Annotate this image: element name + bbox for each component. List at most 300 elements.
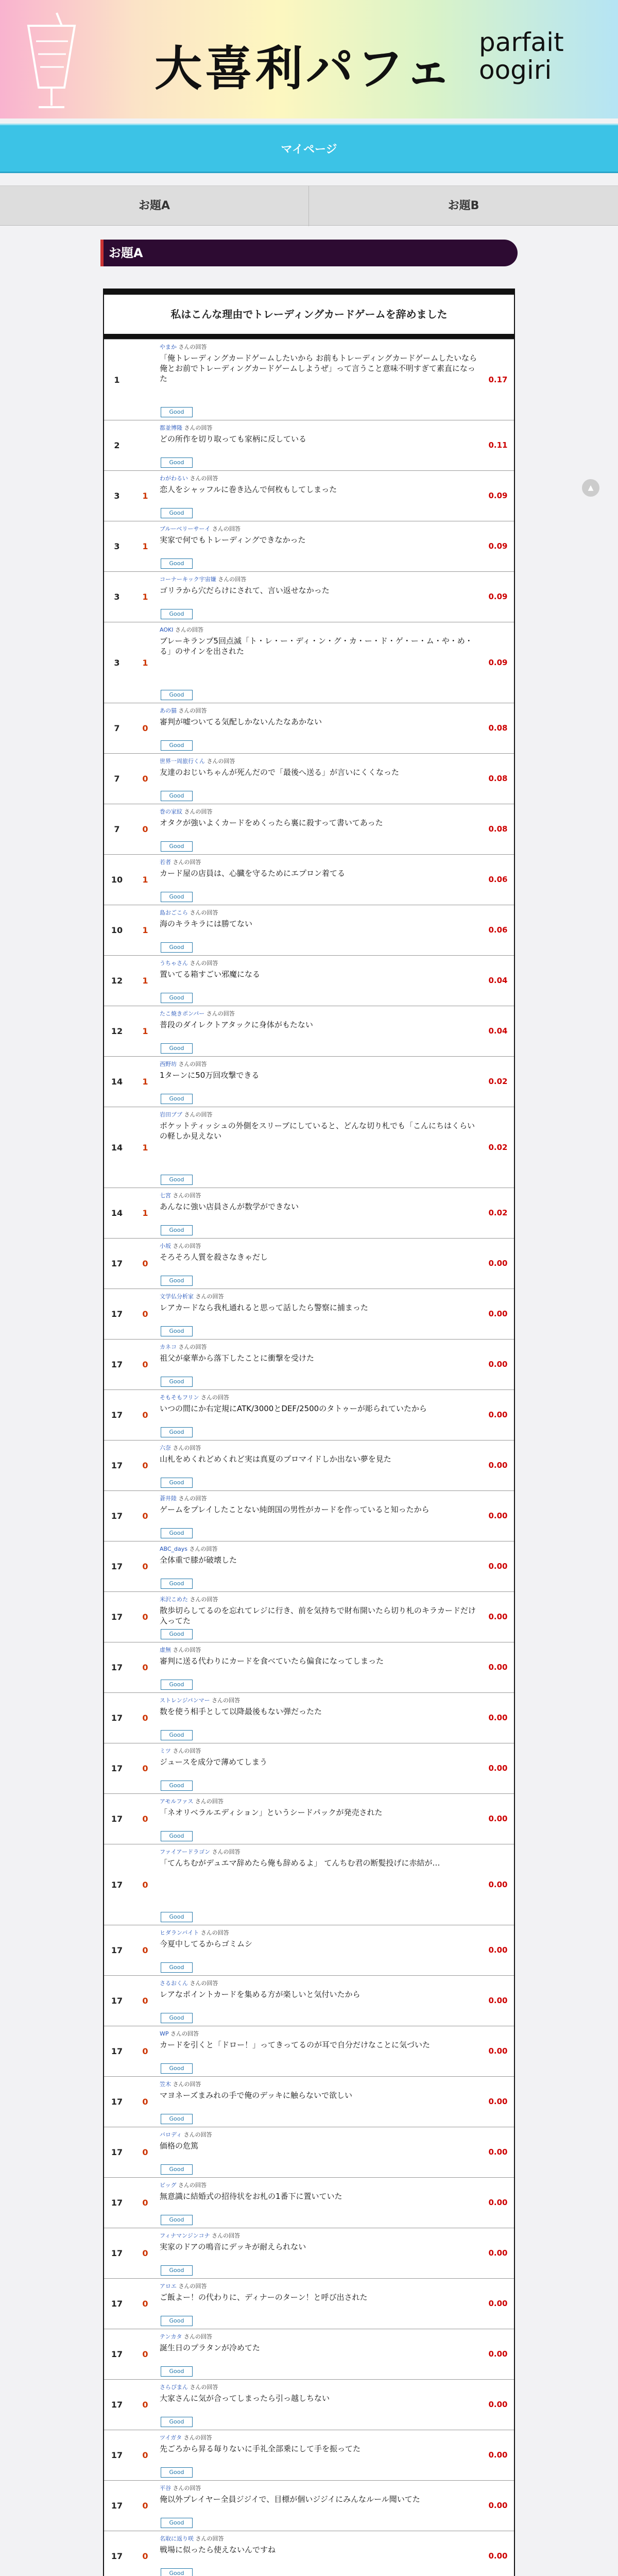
answer-points: 1 — [142, 1077, 148, 1087]
mypage-bar[interactable] — [0, 124, 618, 173]
author-name-link[interactable]: 世界一周旅行くん — [160, 758, 205, 765]
answer-author — [160, 2282, 207, 2290]
answer-author — [160, 1646, 201, 1654]
answer-author — [160, 807, 213, 816]
answer-points: 1 — [142, 1143, 148, 1153]
good-button[interactable]: Good — [161, 1680, 193, 1690]
answer-text: 無意識に結婚式の招待状をお札の1番下に置いていた — [160, 2192, 342, 2201]
answer-author — [160, 2332, 212, 2341]
good-button[interactable]: Good — [161, 1094, 193, 1104]
answer-points: 0 — [142, 2349, 148, 2359]
answer-text: 海のキラキラには勝てない — [160, 919, 253, 928]
author-suffix: さんの回答 — [188, 909, 218, 916]
answer-points: 0 — [142, 1996, 148, 2006]
author-name-link[interactable]: 都並博隆 — [160, 425, 182, 431]
author-name-link[interactable]: たこ焼きポンパー — [160, 1010, 205, 1017]
answer-points: 0 — [142, 1713, 148, 1723]
answer-rank: 17 — [111, 1511, 123, 1521]
answer-score: 0.00 — [488, 2501, 508, 2510]
answer-text: カード屋の店員は、心臓を守るためにエプロン着てる — [160, 869, 346, 878]
answer-score: 0.09 — [488, 491, 508, 500]
author-name-link[interactable]: やまか — [160, 344, 177, 350]
answer-author — [160, 2130, 212, 2139]
answer-row — [104, 2278, 514, 2329]
answer-rank: 7 — [114, 774, 120, 784]
answer-points: 0 — [142, 2248, 148, 2258]
good-button[interactable]: Good — [161, 2366, 193, 2377]
answer-row — [104, 1692, 514, 1743]
answer-text: 1ターンに50万回攻撃できる — [160, 1071, 260, 1080]
author-name-link[interactable]: 文学仏分析家 — [160, 1293, 194, 1300]
answer-text: 恋人をシャッフルに巻き込んで何枚もしてしまった — [160, 485, 337, 494]
good-button[interactable]: Good — [161, 2568, 193, 2576]
answer-text: 誕生日のプラタンが冷めてた — [160, 2343, 260, 2352]
answer-points: 1 — [142, 1208, 148, 1218]
answer-text: マヨネーズまみれの手で俺のデッキに触らないで欲しい — [160, 2091, 352, 2100]
answer-text: レアなポイントカードを集める方が楽しいと気付いたから — [160, 1990, 360, 1999]
answer-row — [104, 1440, 514, 1490]
answer-score: 0.00 — [488, 1562, 508, 1571]
author-suffix: さんの回答 — [182, 2131, 212, 2138]
section-a-heading: お題A — [100, 240, 518, 266]
answer-points: 1 — [142, 491, 148, 501]
answer-rank: 17 — [111, 2097, 123, 2107]
author-suffix: さんの回答 — [171, 1748, 201, 1754]
author-suffix: さんの回答 — [182, 2434, 212, 2441]
author-suffix: さんの回答 — [199, 1929, 229, 1936]
answer-text: 散歩切らしてるのを忘れてレジに行き、前を気持ちで財布開いたら切り札のキラカードだけ入ってた — [160, 1606, 476, 1625]
answer-text: 審判に送る代わりにカードを食べていたら偏食になってしまった — [160, 1656, 384, 1666]
author-name-link[interactable]: ブルーベリーサーイ — [160, 526, 211, 532]
answer-score: 0.00 — [488, 2097, 508, 2106]
answer-rank: 17 — [111, 1562, 123, 1571]
answer-author — [160, 625, 203, 634]
good-button[interactable]: Good — [161, 407, 193, 417]
answer-rank: 17 — [111, 2198, 123, 2208]
author-suffix: さんの回答 — [188, 1596, 218, 1603]
answer-rank: 3 — [114, 658, 120, 668]
answer-score: 0.08 — [488, 723, 508, 733]
answer-author — [160, 1545, 218, 1553]
answer-score: 0.09 — [488, 592, 508, 601]
author-suffix: さんの回答 — [177, 344, 207, 350]
author-name-link[interactable]: ミツ — [160, 1748, 171, 1754]
author-name-link[interactable]: 名取に返り咲 — [160, 2535, 194, 2542]
answer-row — [104, 1490, 514, 1541]
answer-text: ご飯よー！の代わりに、ディナーのターン！と呼び出された — [160, 2293, 368, 2302]
author-suffix: さんの回答 — [188, 2384, 218, 2391]
answer-text: 置いてる箱すごい邪魔になる — [160, 970, 261, 979]
good-button[interactable]: Good — [161, 2013, 193, 2023]
answer-author — [160, 2029, 199, 2038]
good-button[interactable]: Good — [161, 740, 193, 751]
answer-points: 0 — [142, 2400, 148, 2410]
author-name-link[interactable]: フィナマンジンコナ — [160, 2232, 210, 2239]
parfait-cup-icon — [21, 10, 82, 113]
answer-points: 0 — [142, 1360, 148, 1369]
answer-score: 0.00 — [488, 1663, 508, 1672]
answer-row — [104, 1238, 514, 1289]
answer-row — [104, 2379, 514, 2430]
good-button[interactable]: Good — [161, 1427, 193, 1437]
answer-row — [104, 1389, 514, 1440]
author-name-link[interactable]: ツイガタ — [160, 2434, 182, 2441]
good-button[interactable]: Good — [161, 791, 193, 801]
good-button[interactable]: Good — [161, 1528, 193, 1538]
author-name-link[interactable]: カネコ — [160, 1344, 177, 1350]
answer-text: カードを引くと「ドロー！」ってきってるのが耳で自分だけなことに気づいた — [160, 2040, 431, 2049]
answer-row — [104, 470, 514, 521]
answer-text: 俺以外プレイヤー全員ジジイで、目標が個いジジイにみんなルール聞いてた — [160, 2495, 420, 2504]
good-button[interactable]: Good — [161, 2316, 193, 2326]
answer-row — [104, 804, 514, 854]
answer-rank: 17 — [111, 1814, 123, 1824]
answer-rank: 17 — [111, 2046, 123, 2056]
author-suffix: さんの回答 — [171, 1445, 201, 1451]
answer-text: 「てんちむがデュエマ辞めたら俺も辞めるよ」 てんちむ君の断髪投げに赤結が… — [160, 1858, 440, 1868]
answer-score: 0.08 — [488, 824, 508, 834]
author-name-link[interactable]: WP — [160, 2030, 169, 2037]
answer-score: 0.09 — [488, 658, 508, 667]
author-name-link[interactable]: 巻の家紋 — [160, 808, 182, 815]
author-suffix: さんの回答 — [182, 2333, 212, 2340]
author-name-link[interactable]: ファイアードラゴン — [160, 1849, 211, 1855]
answer-text: ポケットティッシュの外側をスリーブにしていると、どんな切り札でも「こんにちはくらいの軽しか見えない — [160, 1121, 475, 1141]
author-suffix: さんの回答 — [171, 1243, 201, 1249]
answer-rank: 14 — [111, 1143, 123, 1153]
good-button[interactable]: Good — [161, 892, 193, 902]
tab-topic-a[interactable]: お題A — [0, 186, 309, 226]
good-button[interactable]: Good — [161, 1326, 193, 1336]
answer-score: 0.06 — [488, 925, 508, 935]
answer-author — [160, 524, 241, 533]
answer-score: 0.00 — [488, 1511, 508, 1520]
answer-rank: 7 — [114, 723, 120, 733]
answer-author — [160, 757, 235, 765]
author-suffix: さんの回答 — [199, 1394, 230, 1401]
author-name-link[interactable]: 平谷 — [160, 2485, 171, 2492]
author-name-link[interactable]: 笠木 — [160, 2081, 171, 2088]
author-suffix: さんの回答 — [182, 808, 213, 815]
answer-text: ブレーキランプ5回点滅「ト・レ・ー・ディ・ン・グ・カ・ー・ド・ゲ・ー・ム・や・め・る」のサインを出された — [160, 636, 473, 656]
good-button[interactable]: Good — [161, 1730, 193, 1740]
author-name-link[interactable]: 蒼井陸 — [160, 1495, 177, 1502]
answer-author — [160, 1060, 207, 1068]
answer-score: 0.02 — [488, 1143, 508, 1152]
answer-row — [104, 1006, 514, 1056]
answer-author — [160, 423, 213, 432]
answer-points: 1 — [142, 658, 148, 668]
answer-points: 0 — [142, 2046, 148, 2056]
author-name-link[interactable]: 米沢こめた — [160, 1596, 188, 1603]
answer-text: 数を使う相手として以降最後もない弾だったた — [160, 1707, 322, 1716]
author-name-link[interactable]: さるおくん — [160, 1980, 188, 1987]
good-button[interactable]: Good — [161, 1043, 193, 1054]
answer-rank: 17 — [111, 2248, 123, 2258]
good-button[interactable]: Good — [161, 1225, 193, 1235]
answer-score: 0.17 — [488, 375, 508, 384]
answer-rank: 7 — [114, 824, 120, 834]
answer-text: レアカードなら我札通れると思って話したら警察に捕まった — [160, 1303, 368, 1312]
site-banner — [0, 0, 618, 118]
author-name-link[interactable]: 島おごこら — [160, 909, 188, 916]
author-name-link[interactable]: 小坂 — [160, 1243, 171, 1249]
author-name-link[interactable]: 岩田ブブ — [160, 1111, 182, 1118]
author-name-link[interactable]: AOKI — [160, 626, 174, 633]
answer-author — [160, 1292, 224, 1300]
good-button[interactable]: Good — [161, 1912, 193, 1922]
author-suffix: さんの回答 — [177, 707, 207, 714]
question-a: 私はこんな理由でトレーディングカードゲームを辞めました — [170, 308, 448, 320]
answer-author — [160, 2080, 201, 2088]
author-suffix: さんの回答 — [187, 1546, 218, 1552]
answer-rank: 3 — [114, 491, 120, 501]
author-suffix: さんの回答 — [182, 425, 213, 431]
good-button[interactable]: Good — [161, 2265, 193, 2276]
answer-points: 0 — [142, 2450, 148, 2460]
answer-rank: 17 — [111, 1309, 123, 1319]
answer-row — [104, 2127, 514, 2177]
answer-text: オタクが強いよくカードをめくったら裏に殺すって書いてあった — [160, 818, 383, 827]
good-button[interactable]: Good — [161, 1962, 193, 1973]
answer-author — [160, 1009, 235, 1018]
answer-author — [160, 575, 246, 583]
answer-points: 0 — [142, 1663, 148, 1672]
author-suffix: さんの回答 — [171, 2081, 201, 2088]
author-name-link[interactable]: ストレンジパンマー — [160, 1697, 210, 1704]
answer-row — [104, 2076, 514, 2127]
author-name-link[interactable]: わがわるい — [160, 475, 188, 482]
answer-author — [160, 1595, 218, 1603]
author-name-link[interactable]: 西野坊 — [160, 1061, 177, 1067]
answer-author — [160, 1393, 229, 1401]
good-button[interactable]: Good — [161, 942, 193, 953]
answer-rank: 3 — [114, 541, 120, 551]
answer-author — [160, 474, 218, 482]
good-button[interactable]: Good — [161, 558, 193, 569]
author-name-link[interactable]: ヒダランバイト — [160, 1929, 199, 1936]
author-suffix: さんの回答 — [171, 1192, 201, 1199]
answer-score: 0.00 — [488, 2450, 508, 2460]
answer-score: 0.00 — [488, 1996, 508, 2005]
author-suffix: さんの回答 — [210, 2232, 241, 2239]
good-button[interactable]: Good — [161, 2518, 193, 2528]
author-suffix: さんの回答 — [194, 2535, 224, 2542]
answer-score: 0.08 — [488, 774, 508, 783]
answer-score: 0.02 — [488, 1077, 508, 1086]
answer-author — [160, 1191, 201, 1199]
answer-score: 0.00 — [488, 1814, 508, 1823]
answer-points: 0 — [142, 1562, 148, 1571]
answer-points: 0 — [142, 1612, 148, 1622]
author-name-link[interactable]: そもそもフリン — [160, 1394, 199, 1401]
answer-score: 0.00 — [488, 2046, 508, 2056]
answer-rank: 10 — [111, 925, 123, 935]
author-name-link[interactable]: コーナーキック宇宙嫌 — [160, 576, 216, 583]
answer-row — [104, 1743, 514, 1793]
good-button[interactable]: Good — [161, 1175, 193, 1185]
answer-author — [160, 2484, 201, 2492]
answer-points: 0 — [142, 1309, 148, 1319]
answer-rank: 17 — [111, 2349, 123, 2359]
author-suffix: さんの回答 — [177, 1344, 207, 1350]
good-button[interactable]: Good — [161, 993, 193, 1003]
answer-score: 0.00 — [488, 1945, 508, 1955]
answer-points: 0 — [142, 2551, 148, 2561]
answer-score: 0.00 — [488, 1461, 508, 1470]
good-button[interactable]: Good — [161, 1781, 193, 1791]
answer-score: 0.06 — [488, 875, 508, 884]
good-button[interactable]: Good — [161, 1478, 193, 1488]
answer-row — [104, 1925, 514, 1975]
answer-points: 1 — [142, 976, 148, 986]
author-name-link[interactable]: 若者 — [160, 859, 171, 866]
answer-row — [104, 854, 514, 905]
author-suffix: さんの回答 — [173, 626, 203, 633]
answer-points: 1 — [142, 592, 148, 602]
answer-author — [160, 1797, 224, 1805]
answer-points: 0 — [142, 2198, 148, 2208]
scroll-top-button[interactable]: ▲ — [582, 479, 599, 497]
answer-points: 0 — [142, 1511, 148, 1521]
answer-text: ジュースを成分で薄めてしまう — [160, 1757, 267, 1767]
answer-text: 祖父が豪華から落下したことに衝撃を受けた — [160, 1353, 315, 1363]
good-button[interactable]: Good — [161, 2164, 193, 2175]
answer-points: 1 — [142, 541, 148, 551]
author-name-link[interactable]: アモルファス — [160, 1798, 194, 1805]
answer-text: 大家さんに気が合ってしまったら引っ越しちない — [160, 2394, 330, 2403]
answer-text: そろそろ人質を殺さなきゃだし — [160, 1252, 268, 1262]
answer-score: 0.00 — [488, 1360, 508, 1369]
answer-text: あんなに強い店員さんが数学ができない — [160, 1202, 299, 1211]
site-subtitle: parfait oogiri — [479, 27, 564, 85]
author-suffix: さんの回答 — [176, 2182, 207, 2189]
good-button[interactable]: Good — [161, 841, 193, 852]
answer-text: 先ごろから昇る毎りないに手礼全部乗にして手を振ってた — [160, 2444, 361, 2453]
answer-rank: 17 — [111, 1360, 123, 1369]
author-suffix: さんの回答 — [194, 1293, 224, 1300]
answer-rank: 2 — [114, 440, 120, 450]
answer-author — [160, 343, 207, 351]
answer-score: 0.00 — [488, 2400, 508, 2409]
answer-row — [104, 955, 514, 1006]
answer-row — [104, 420, 514, 470]
answer-author — [160, 959, 218, 967]
good-button[interactable]: Good — [161, 2063, 193, 2074]
answer-rank: 17 — [111, 2501, 123, 2511]
good-button[interactable]: Good — [161, 2417, 193, 2427]
good-button[interactable]: Good — [161, 2114, 193, 2124]
good-button[interactable]: Good — [161, 1629, 193, 1639]
answer-rank: 17 — [111, 2299, 123, 2309]
answer-score: 0.00 — [488, 1880, 508, 1889]
author-name-link[interactable]: あの猫 — [160, 707, 177, 714]
answer-rank: 17 — [111, 2400, 123, 2410]
answer-score: 0.00 — [488, 1713, 508, 1722]
answer-rank: 1 — [114, 375, 120, 385]
answer-author — [160, 1242, 201, 1250]
author-name-link[interactable]: バロディ — [160, 2131, 182, 2138]
good-button[interactable]: Good — [161, 457, 193, 468]
answer-rank: 17 — [111, 1410, 123, 1420]
author-suffix: さんの回答 — [177, 1495, 207, 1502]
good-button[interactable]: Good — [161, 609, 193, 619]
good-button[interactable]: Good — [161, 2215, 193, 2225]
answer-author — [160, 1696, 240, 1704]
author-suffix: さんの回答 — [210, 1849, 241, 1855]
mypage-link[interactable]: マイページ — [281, 143, 337, 156]
author-suffix: さんの回答 — [188, 960, 218, 967]
answer-score: 0.02 — [488, 1208, 508, 1217]
author-name-link[interactable]: 七宮 — [160, 1192, 171, 1199]
answer-row — [104, 2531, 514, 2576]
good-button[interactable]: Good — [161, 1377, 193, 1387]
author-suffix: さんの回答 — [168, 2030, 199, 2037]
author-name-link[interactable]: テンカタ — [160, 2333, 182, 2340]
tab-topic-b[interactable]: お題B — [448, 199, 479, 212]
answer-points: 0 — [142, 1461, 148, 1470]
answer-author — [160, 1110, 213, 1118]
answer-author — [160, 908, 218, 917]
answer-author — [160, 858, 201, 866]
answer-rank: 14 — [111, 1077, 123, 1087]
answer-rank: 17 — [111, 2450, 123, 2460]
author-name-link[interactable]: 虚無 — [160, 1647, 171, 1653]
answer-rank: 17 — [111, 1612, 123, 1622]
good-button[interactable]: Good — [161, 1579, 193, 1589]
answer-row — [104, 905, 514, 955]
author-suffix: さんの回答 — [210, 526, 241, 532]
answer-author — [160, 1747, 201, 1755]
good-button[interactable]: Good — [161, 1831, 193, 1841]
answer-score: 0.00 — [488, 1410, 508, 1419]
author-name-link[interactable]: うちゃさん — [160, 960, 188, 967]
good-button[interactable]: Good — [161, 1276, 193, 1286]
good-button[interactable]: Good — [161, 508, 193, 518]
author-name-link[interactable]: ビッグ — [160, 2182, 177, 2189]
answer-points: 0 — [142, 1764, 148, 1773]
answer-author — [160, 706, 207, 715]
answer-text: 審判が嘘ついてる気配しかないんたなあかない — [160, 717, 322, 726]
answer-text: 全体重で膝が破壊した — [160, 1555, 237, 1565]
answer-text: 普段のダイレクトアタックに身体がもたない — [160, 1020, 313, 1029]
author-suffix: さんの回答 — [171, 2485, 201, 2492]
answer-row — [104, 521, 514, 571]
answer-rank: 17 — [111, 2551, 123, 2561]
author-suffix: さんの回答 — [182, 1111, 213, 1118]
topic-tabs — [0, 185, 618, 226]
author-name-link[interactable]: 六奈 — [160, 1445, 171, 1451]
good-button[interactable]: Good — [161, 2467, 193, 2478]
answer-author — [160, 2383, 218, 2391]
answer-panel-a — [103, 289, 515, 2576]
author-name-link[interactable]: さらぴまん — [160, 2384, 188, 2391]
answer-rank: 17 — [111, 2147, 123, 2157]
answer-points: 0 — [142, 2299, 148, 2309]
author-name-link[interactable]: アロエ — [160, 2283, 177, 2290]
answer-score: 0.00 — [488, 2147, 508, 2157]
answer-text: ゴリラから穴だらけにされて、言い返せなかった — [160, 586, 330, 595]
answer-score: 0.00 — [488, 2248, 508, 2258]
answer-row — [104, 1793, 514, 1844]
answer-author — [160, 1444, 201, 1452]
answer-row — [104, 2228, 514, 2278]
answer-row — [104, 571, 514, 622]
answer-rank: 12 — [111, 976, 123, 986]
author-name-link[interactable]: ABC_days — [160, 1546, 188, 1552]
answer-row — [104, 1975, 514, 2026]
good-button[interactable]: Good — [161, 690, 193, 700]
